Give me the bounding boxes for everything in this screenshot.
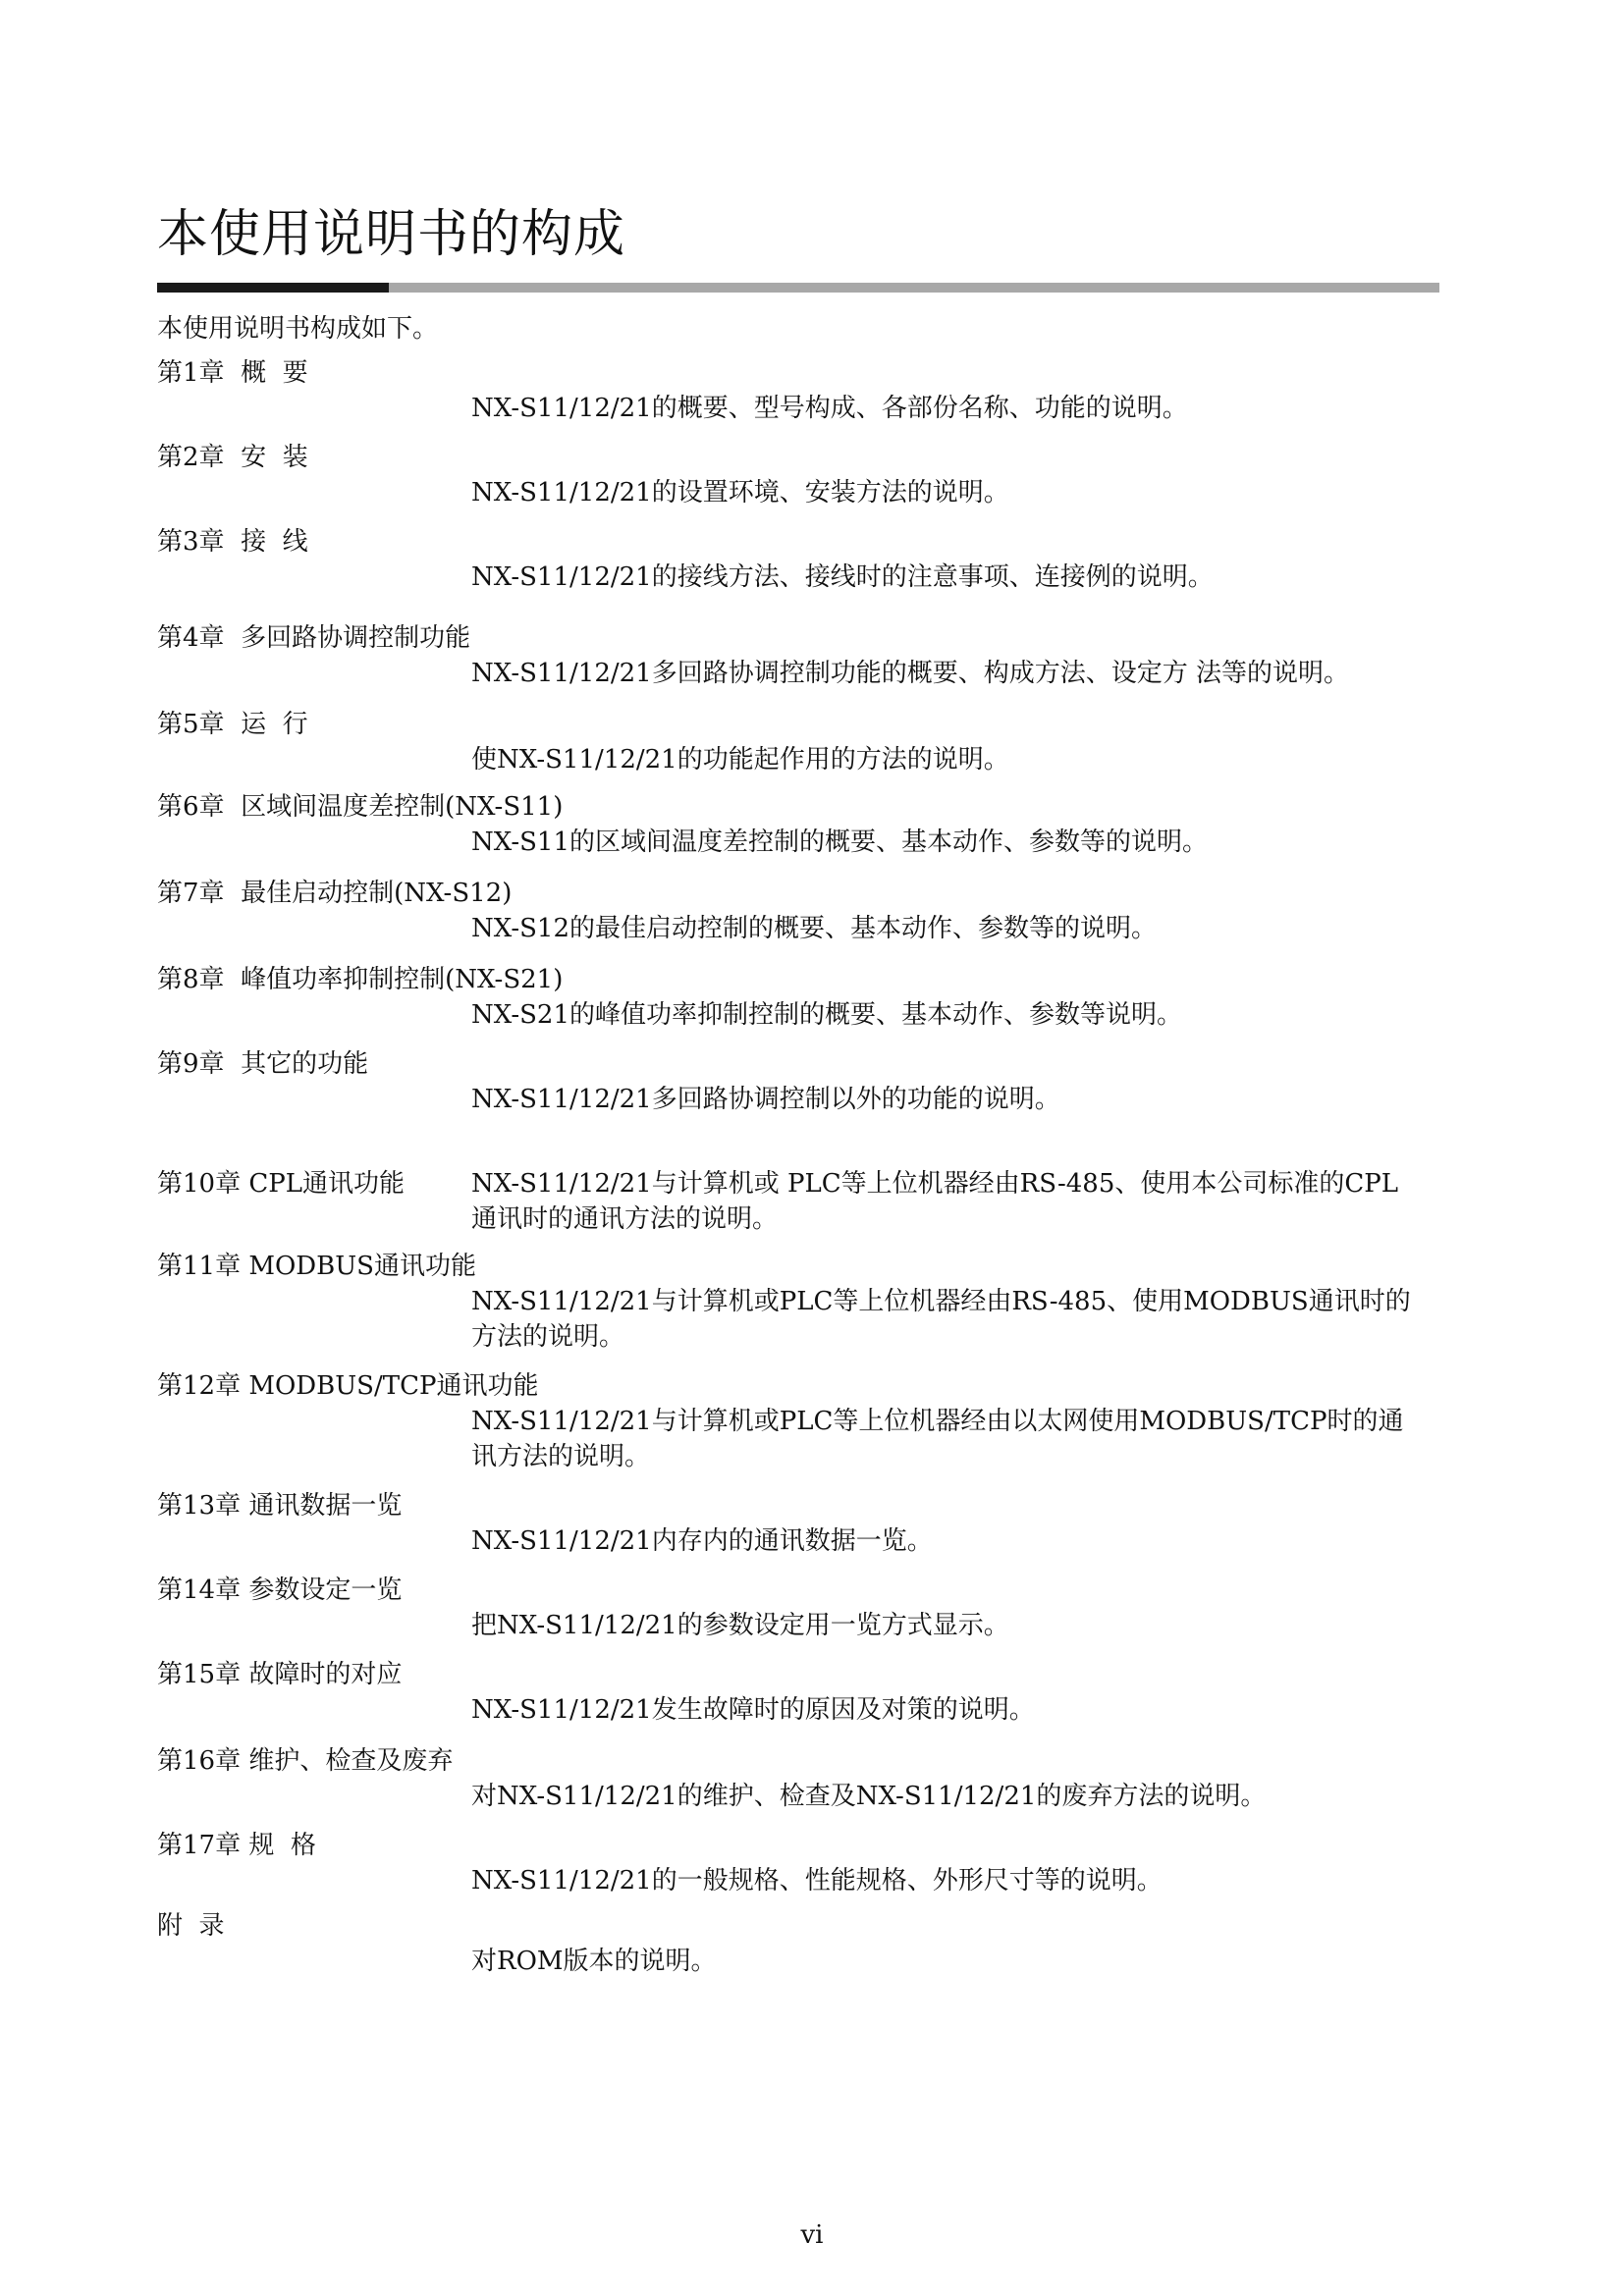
page-number: vi	[800, 2220, 824, 2250]
chapter-description: NX-S11/12/21的设置环境、安装方法的说明。	[471, 478, 1009, 507]
chapter-heading: 第1章 概 要	[157, 358, 308, 388]
chapter-entry	[157, 355, 1453, 440]
chapter-entry	[157, 1249, 1453, 1368]
chapter-entry	[157, 1368, 1453, 1488]
chapter-entry	[157, 1657, 1453, 1743]
chapter-heading: 第7章 最佳启动控制(NX-S12)	[157, 879, 513, 908]
chapter-description: NX-S11/12/21的概要、型号构成、各部份名称、功能的说明。	[471, 394, 1188, 423]
chapter-entry	[157, 1046, 1453, 1166]
chapter-entry	[157, 707, 1453, 789]
chapter-heading: 第12章 MODBUS/TCP通讯功能	[157, 1371, 539, 1401]
chapter-heading: 第10章 CPL通讯功能	[157, 1169, 406, 1199]
chapter-heading: 第15章 故障时的对应	[157, 1660, 403, 1689]
chapter-heading: 第6章 区域间温度差控制(NX-S11)	[157, 792, 564, 822]
chapter-heading: 第3章 接 线	[157, 527, 308, 557]
chapter-entry	[157, 1743, 1453, 1828]
chapter-entry	[157, 440, 1453, 524]
chapter-description: 对NX-S11/12/21的维护、检查及NX-S11/12/21的废弃方法的说明。	[471, 1782, 1267, 1811]
chapter-description: 使NX-S11/12/21的功能起作用的方法的说明。	[471, 745, 1009, 774]
chapter-entry	[157, 620, 1453, 707]
chapter-entry	[157, 1828, 1453, 1908]
title-rule-dark-segment	[157, 283, 389, 293]
chapter-heading: 第17章 规 格	[157, 1831, 316, 1860]
chapter-heading: 第4章 多回路协调控制功能	[157, 623, 471, 653]
chapter-entry	[157, 1488, 1453, 1573]
chapter-description: NX-S11/12/21发生故障时的原因及对策的说明。	[471, 1695, 1035, 1725]
chapter-description: NX-S11/12/21与计算机或 PLC等上位机器经由RS-485、使用本公司标准的CPL通讯时的通讯方法的说明。	[471, 1169, 1399, 1234]
chapter-description: NX-S21的峰值功率抑制控制的概要、基本动作、参数等说明。	[471, 1000, 1183, 1030]
chapter-description: 把NX-S11/12/21的参数设定用一览方式显示。	[471, 1611, 1009, 1640]
chapter-heading: 第9章 其它的功能	[157, 1049, 369, 1079]
chapter-description: NX-S11/12/21的一般规格、性能规格、外形尺寸等的说明。	[471, 1866, 1163, 1896]
chapter-heading: 第5章 运 行	[157, 710, 308, 739]
chapter-description: NX-S11/12/21多回路协调控制功能的概要、构成方法、设定方 法等的说明。	[471, 659, 1349, 688]
chapter-entry	[157, 876, 1453, 962]
chapter-description: NX-S11/12/21内存内的通讯数据一览。	[471, 1526, 933, 1556]
chapter-heading: 第13章 通讯数据一览	[157, 1491, 403, 1521]
page-title: 本使用说明书的构成	[157, 205, 626, 264]
chapter-description: NX-S11/12/21与计算机或PLC等上位机器经由RS-485、使用MODBUS通讯时的方法的说明。	[471, 1287, 1411, 1352]
chapter-description: NX-S11/12/21多回路协调控制以外的功能的说明。	[471, 1085, 1060, 1114]
chapter-description: NX-S11的区域间温度差控制的概要、基本动作、参数等的说明。	[471, 828, 1209, 857]
chapter-heading: 第8章 峰值功率抑制控制(NX-S21)	[157, 965, 564, 994]
chapter-entry	[157, 1573, 1453, 1657]
chapter-heading: 第16章 维护、检查及废弃	[157, 1746, 454, 1776]
chapter-description: NX-S11/12/21的接线方法、接线时的注意事项、连接例的说明。	[471, 562, 1214, 592]
chapter-entry	[157, 962, 1453, 1046]
intro-text: 本使用说明书构成如下。	[157, 314, 439, 344]
chapter-heading: 附 录	[157, 1911, 225, 1941]
chapter-heading: 第11章 MODBUS通讯功能	[157, 1252, 476, 1281]
chapter-description: 对ROM版本的说明。	[471, 1947, 717, 1976]
chapter-description: NX-S12的最佳启动控制的概要、基本动作、参数等的说明。	[471, 914, 1158, 943]
chapter-heading: 第2章 安 装	[157, 443, 308, 472]
chapter-list	[157, 355, 1453, 1989]
title-rule	[157, 283, 1439, 293]
chapter-entry	[157, 1166, 1453, 1249]
title-rule-gray-segment	[389, 283, 1439, 293]
chapter-entry	[157, 524, 1453, 620]
chapter-entry	[157, 789, 1453, 876]
chapter-heading: 第14章 参数设定一览	[157, 1575, 403, 1605]
chapter-entry	[157, 1908, 1453, 1989]
chapter-description: NX-S11/12/21与计算机或PLC等上位机器经由以太网使用MODBUS/TCP时的通讯方法的说明。	[471, 1407, 1404, 1471]
